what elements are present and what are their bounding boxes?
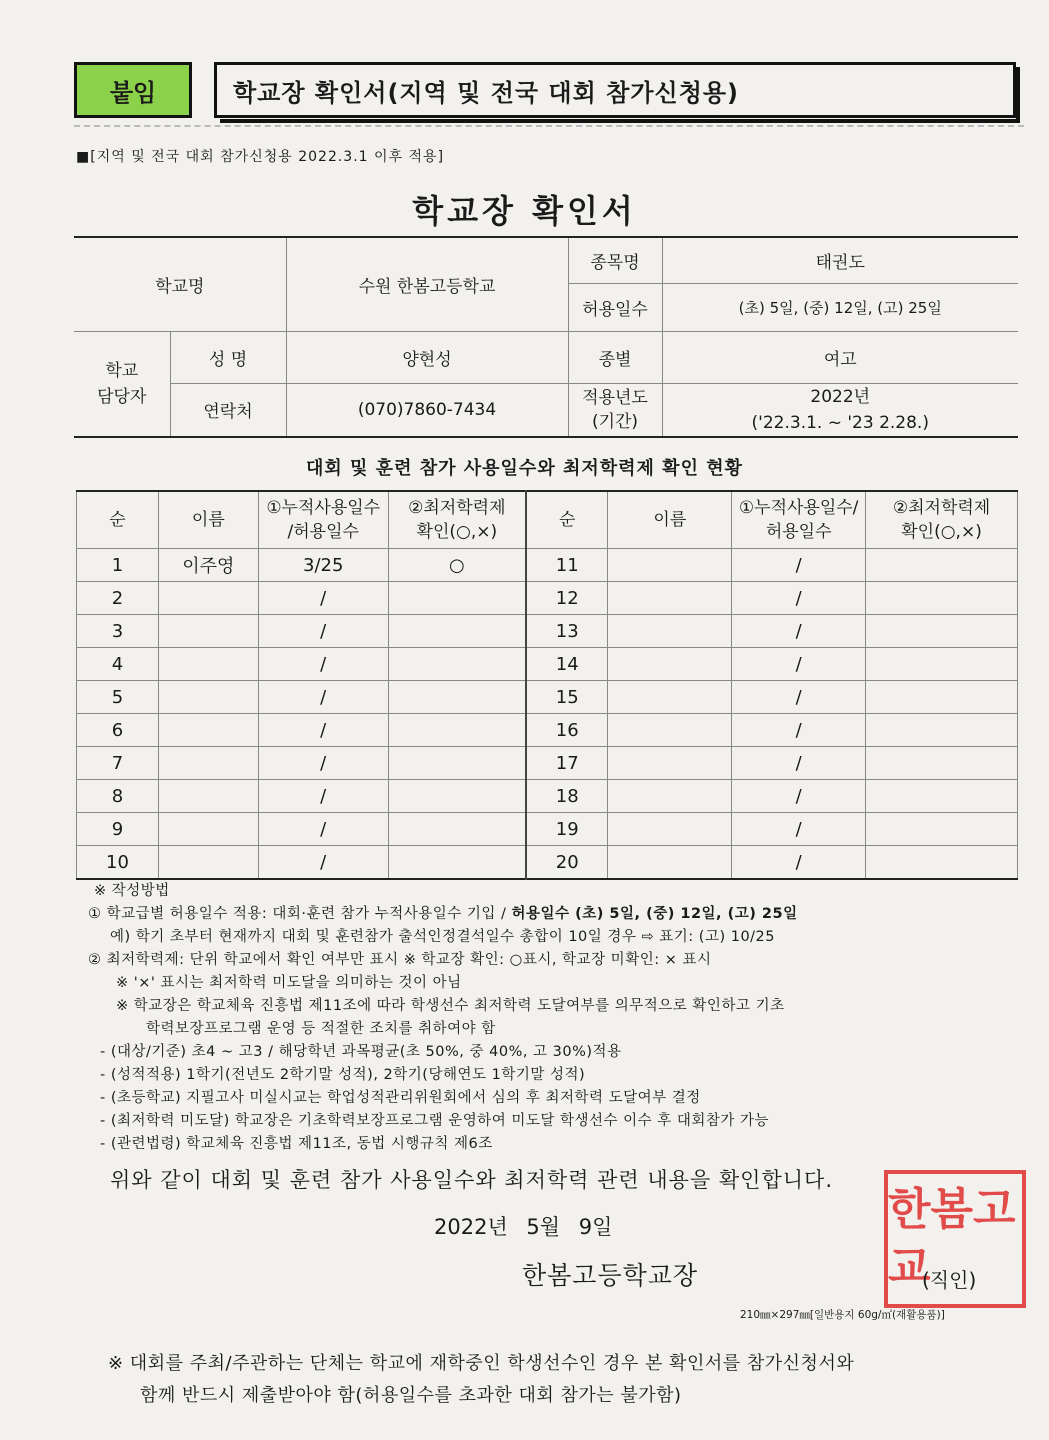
header-check: ②최저학력제 확인(○,×)	[388, 491, 526, 549]
row-check	[866, 813, 1018, 846]
school-label: 학교명	[74, 237, 286, 331]
row-check	[388, 714, 526, 747]
row-number: 6	[77, 714, 159, 747]
detail-2: - (성적적용) 1학기(전년도 2학기말 성적), 2학기(당해연도 1학기말 성적)	[100, 1067, 586, 1083]
type-value: 여고	[662, 331, 1018, 383]
row-check	[388, 582, 526, 615]
row-number: 4	[77, 648, 159, 681]
row-number: 15	[526, 681, 608, 714]
applies-note: ■[지역 및 전국 대회 참가신청용 2022.3.1 이후 적용]	[76, 149, 445, 165]
contact-name: 양현성	[286, 331, 568, 383]
row-days: /	[732, 714, 866, 747]
row-number: 5	[77, 681, 159, 714]
row-days: /	[732, 780, 866, 813]
footer-line-1: ※ 대회를 주최/주관하는 단체는 학교에 재학중인 학생선수인 경우 본 확인서를 참가신청서와	[108, 1353, 855, 1374]
seal-note: (직인)	[922, 1268, 977, 1292]
row-name	[608, 615, 732, 648]
row-check	[866, 615, 1018, 648]
header-no: 순	[526, 491, 608, 549]
row-number: 9	[77, 813, 159, 846]
row-check	[866, 549, 1018, 582]
year-label: 적용년도 (기간)	[568, 383, 662, 437]
row-check	[388, 813, 526, 846]
row-name	[158, 648, 258, 681]
type-label: 종별	[568, 331, 662, 383]
document-title: 학교장 확인서	[412, 192, 637, 230]
principal-name: 한봄고등학교장	[522, 1261, 699, 1290]
row-check	[388, 648, 526, 681]
row-number: 2	[77, 582, 159, 615]
row-check	[866, 714, 1018, 747]
row-days: /	[258, 648, 388, 681]
period-value: ('22.3.1. ~ '23 2.28.)	[751, 412, 929, 433]
row-days: /	[258, 747, 388, 780]
row-name	[608, 780, 732, 813]
instruction-2: ② 최저학력제: 단위 학교에서 확인 여부만 표시 ※ 학교장 확인: ○표시, 학교장 미확인: × 표시	[88, 952, 712, 968]
instruction-3: ※ '×' 표시는 최저학력 미도달을 의미하는 것이 아님	[116, 975, 462, 991]
phone-label: 연락처	[170, 383, 286, 437]
row-check	[866, 681, 1018, 714]
days-label: 허용일수	[568, 283, 662, 331]
header-days: ①누적사용일수 /허용일수	[258, 491, 388, 549]
row-name	[608, 714, 732, 747]
header-name: 이름	[608, 491, 732, 549]
attachment-badge: 붙임	[74, 62, 192, 118]
row-days: /	[732, 615, 866, 648]
row-days: /	[258, 780, 388, 813]
row-name	[608, 747, 732, 780]
row-check	[388, 681, 526, 714]
instruction-1-example: 예) 학기 초부터 현재까지 대회 및 훈련참가 출석인정결석일수 총합이 10일 경우 ⇨ 표기: (고) 10/25	[110, 929, 776, 945]
row-days: /	[258, 681, 388, 714]
instructions	[88, 880, 1018, 1156]
instruction-1-bold: 허용일수 (초) 5일, (중) 12일, (고) 25일	[511, 906, 798, 922]
table-title: 대회 및 훈련 참가 사용일수와 최저학력제 확인 현황	[305, 458, 743, 479]
table-row	[77, 780, 1018, 813]
header-check: ②최저학력제 확인(○,×)	[866, 491, 1018, 549]
row-number: 16	[526, 714, 608, 747]
divider	[74, 125, 1024, 127]
contact-group-label: 학교 담당자	[74, 331, 170, 437]
sport-value: 태권도	[662, 237, 1018, 283]
row-number: 7	[77, 747, 159, 780]
row-check	[866, 846, 1018, 880]
year-cell	[662, 383, 1018, 437]
row-name	[158, 615, 258, 648]
row-name: 이주영	[158, 549, 258, 582]
row-days: /	[258, 615, 388, 648]
row-days: /	[258, 846, 388, 880]
table-row	[77, 648, 1018, 681]
row-check	[866, 648, 1018, 681]
row-name	[158, 681, 258, 714]
row-days: /	[732, 549, 866, 582]
table-row	[77, 681, 1018, 714]
header-no: 순	[77, 491, 159, 549]
row-number: 19	[526, 813, 608, 846]
seal-text: 한봄고교	[888, 1184, 1016, 1293]
row-days: /	[732, 813, 866, 846]
table-row	[77, 714, 1018, 747]
table-row	[77, 582, 1018, 615]
instruction-1-text: ① 학교급별 허용일수 적용: 대회·훈련 참가 누적사용일수 기입 /	[88, 906, 512, 922]
row-days: /	[258, 813, 388, 846]
footer-note	[108, 1348, 854, 1412]
row-check	[866, 582, 1018, 615]
info-table	[74, 236, 1018, 438]
row-name	[158, 582, 258, 615]
detail-5: - (관련법령) 학교체육 진흥법 제11조, 동법 시행규칙 제6조	[100, 1136, 493, 1152]
issue-date: 2022년 5월 9일	[434, 1215, 613, 1239]
row-number: 18	[526, 780, 608, 813]
row-number: 8	[77, 780, 159, 813]
footer-line-2: 함께 반드시 제출받아야 함(허용일수를 초과한 대회 참가는 불가함)	[140, 1385, 682, 1406]
row-days: /	[732, 681, 866, 714]
row-name	[158, 846, 258, 880]
paper-spec: 210㎜×297㎜[일반용지 60g/㎡(재활용품)]	[740, 1309, 945, 1321]
header-title-box	[214, 62, 1016, 118]
table-row	[77, 846, 1018, 880]
row-days: /	[258, 582, 388, 615]
row-days: 3/25	[258, 549, 388, 582]
days-value: (초) 5일, (중) 12일, (고) 25일	[662, 283, 1018, 331]
row-number: 12	[526, 582, 608, 615]
row-days: /	[258, 714, 388, 747]
detail-4: - (최저학력 미도달) 학교장은 기초학력보장프로그램 운영하여 미도달 학생선수 이수 후 대회참가 가능	[100, 1113, 770, 1129]
row-check	[388, 846, 526, 880]
row-number: 10	[77, 846, 159, 880]
row-name	[608, 582, 732, 615]
instruction-1	[88, 903, 1018, 926]
header-days: ①누적사용일수/ 허용일수	[732, 491, 866, 549]
table-row	[77, 747, 1018, 780]
row-number: 14	[526, 648, 608, 681]
row-check	[388, 747, 526, 780]
header-name: 이름	[158, 491, 258, 549]
row-days: /	[732, 582, 866, 615]
year-value: 2022년	[810, 386, 871, 407]
row-check	[388, 780, 526, 813]
row-name	[158, 813, 258, 846]
school-name: 수원 한봄고등학교	[286, 237, 568, 331]
table-row	[77, 813, 1018, 846]
instruction-4b: 학력보장프로그램 운영 등 적절한 조치를 취하여야 함	[146, 1021, 496, 1037]
table-row	[77, 549, 1018, 582]
detail-1: - (대상/기준) 초4 ~ 고3 / 해당학년 과목평균(초 50%, 중 40%, 고 30%)적용	[100, 1044, 622, 1060]
row-number: 3	[77, 615, 159, 648]
row-check	[388, 615, 526, 648]
row-number: 17	[526, 747, 608, 780]
row-name	[608, 648, 732, 681]
phone-value: (070)7860-7434	[286, 383, 568, 437]
row-name	[608, 846, 732, 880]
table-row	[77, 615, 1018, 648]
row-name	[608, 681, 732, 714]
row-name	[608, 813, 732, 846]
instructions-heading: ※ 작성방법	[94, 883, 170, 899]
confirmation-statement: 위와 같이 대회 및 훈련 참가 사용일수와 최저학력 관련 내용을 확인합니다.	[110, 1168, 834, 1192]
row-days: /	[732, 648, 866, 681]
row-days: /	[732, 747, 866, 780]
header-title: 학교장 확인서(지역 및 전국 대회 참가신청용)	[233, 78, 740, 107]
row-check	[866, 747, 1018, 780]
usage-table	[76, 490, 1018, 880]
row-name	[158, 714, 258, 747]
row-number: 20	[526, 846, 608, 880]
sport-label: 종목명	[568, 237, 662, 283]
row-days: /	[732, 846, 866, 880]
instruction-4: ※ 학교장은 학교체육 진흥법 제11조에 따라 학생선수 최저학력 도달여부를 의무적으로 확인하고 기초	[116, 998, 785, 1014]
row-check	[866, 780, 1018, 813]
row-check: ○	[388, 549, 526, 582]
row-number: 13	[526, 615, 608, 648]
row-name	[158, 780, 258, 813]
row-number: 1	[77, 549, 159, 582]
row-name	[158, 747, 258, 780]
table-body	[77, 549, 1018, 880]
detail-3: - (초등학교) 지필고사 미실시교는 학업성적관리위원회에서 심의 후 최저학력 도달여부 결정	[100, 1090, 701, 1106]
name-label: 성 명	[170, 331, 286, 383]
row-name	[608, 549, 732, 582]
row-number: 11	[526, 549, 608, 582]
